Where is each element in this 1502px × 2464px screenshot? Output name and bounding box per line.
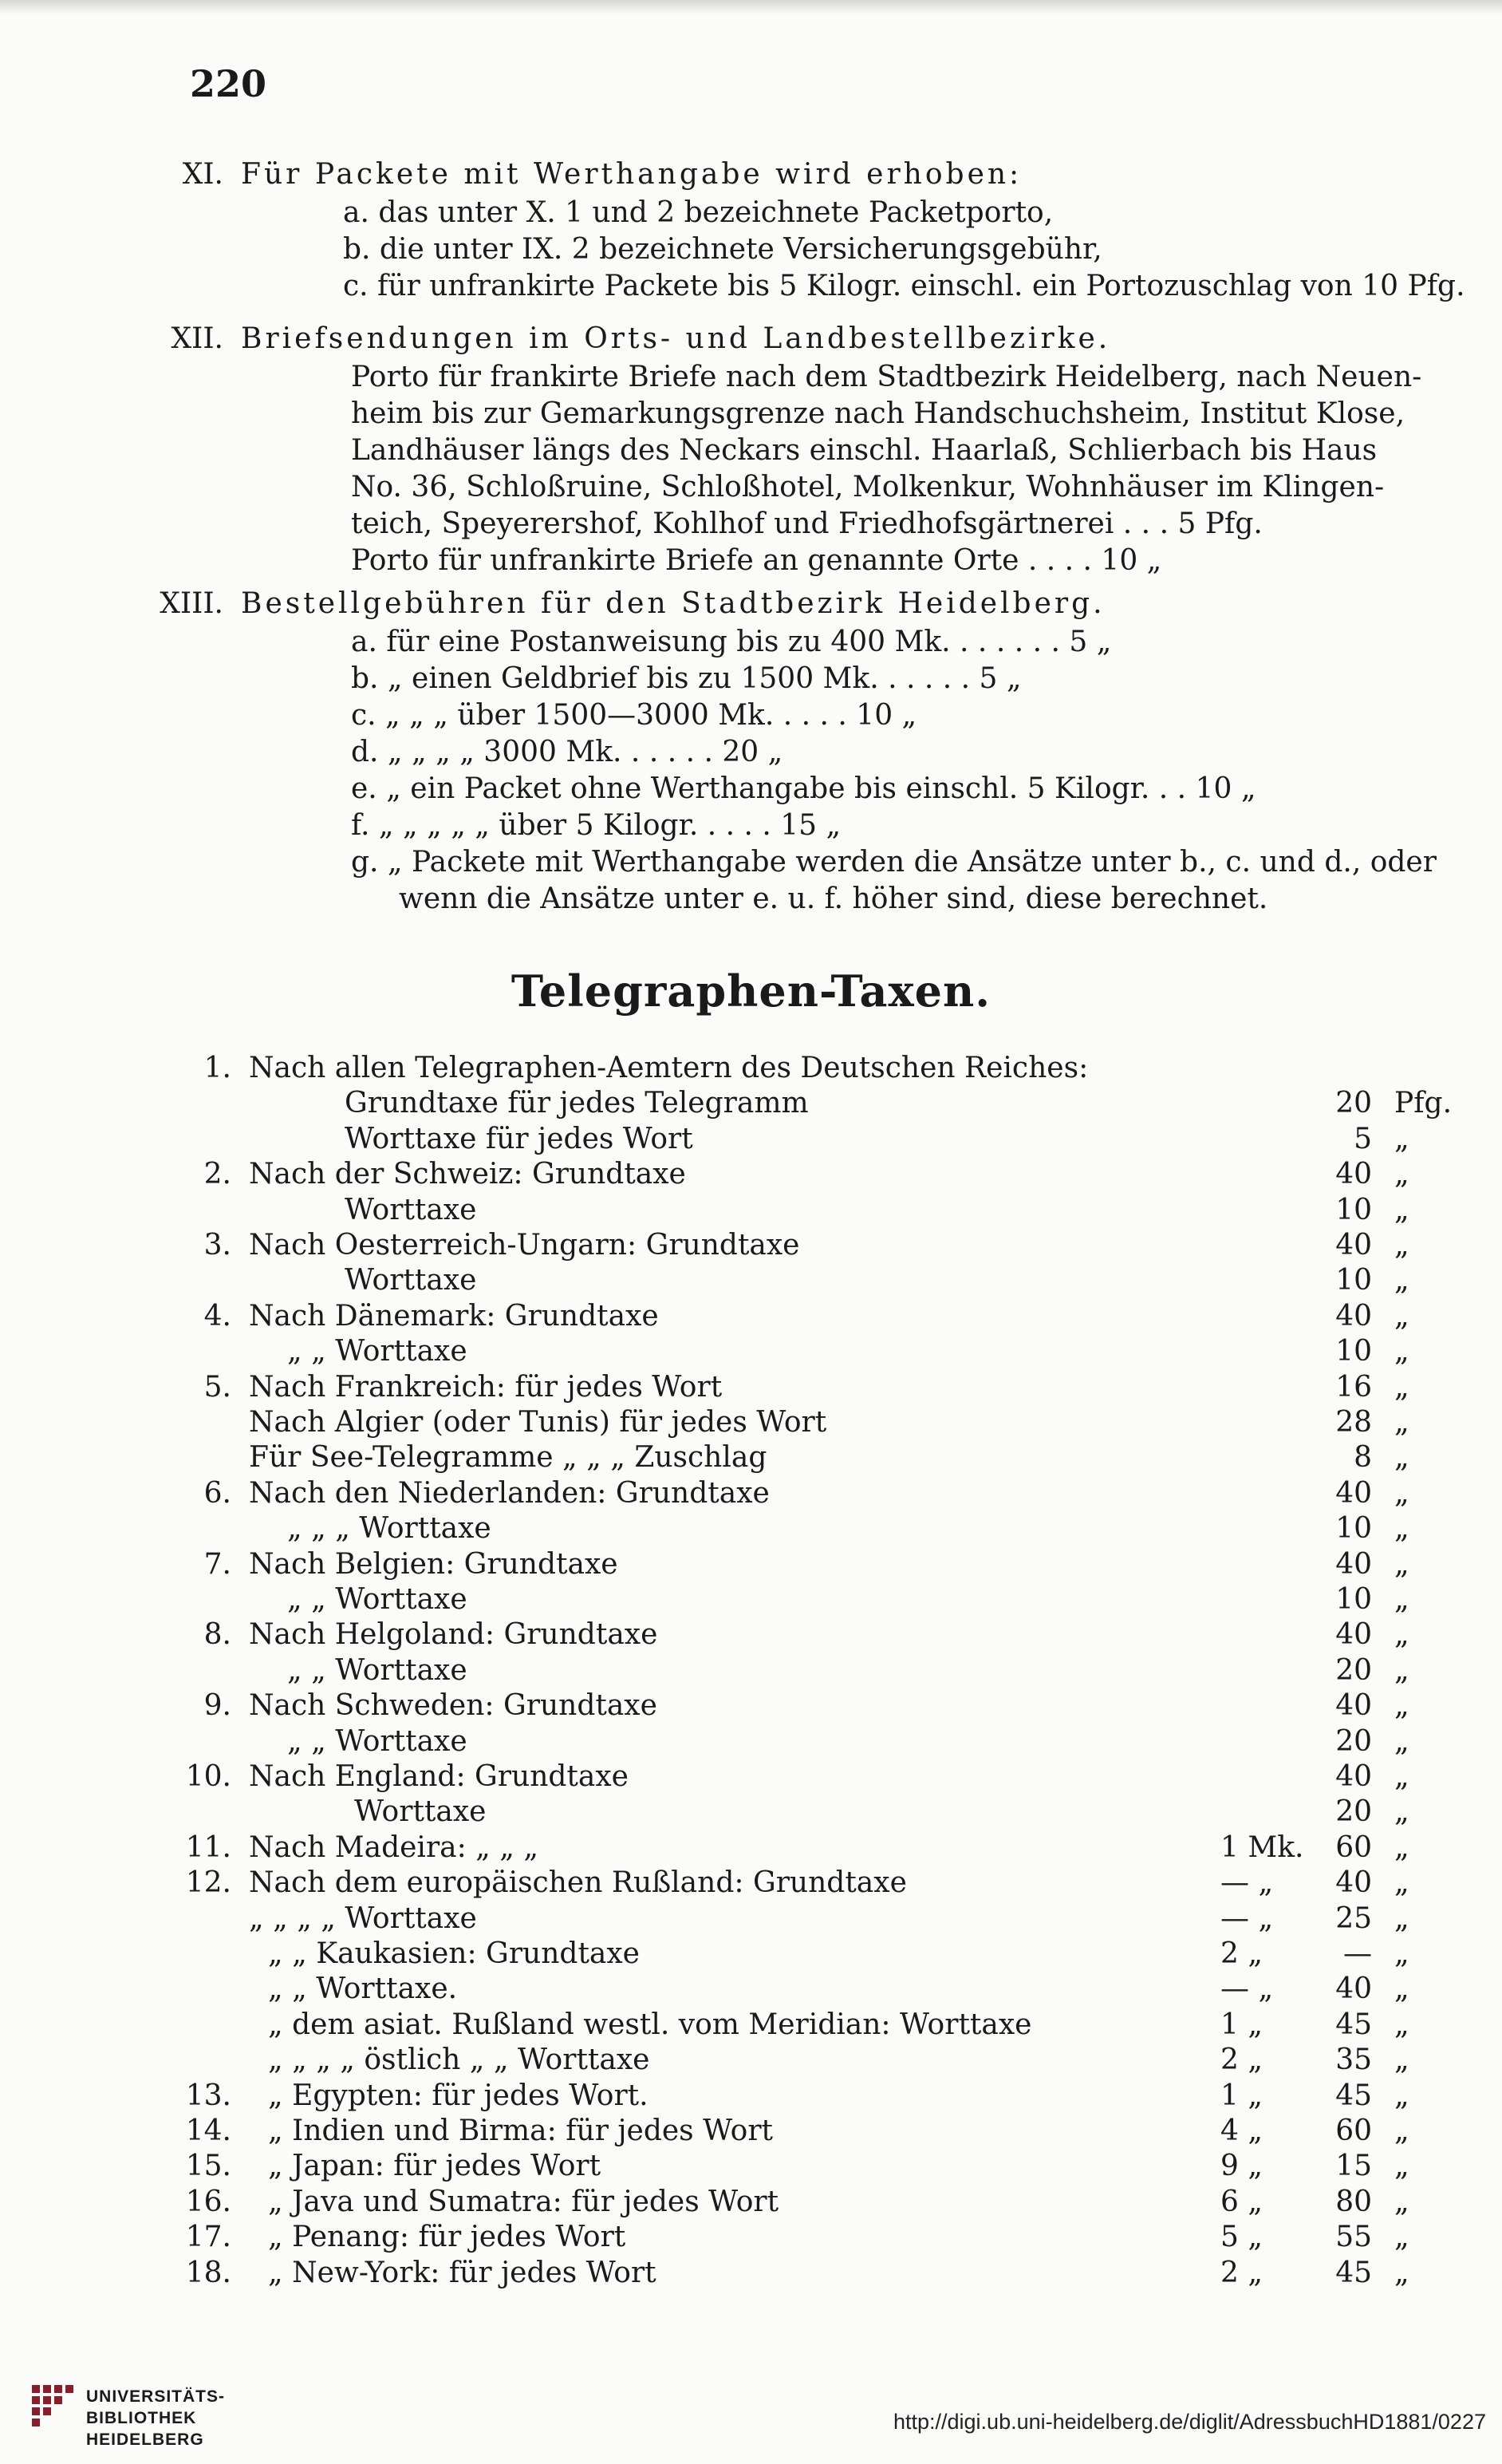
tax-row-amount: 16: [1335, 1371, 1372, 1404]
tax-row-label: „ „ Kaukasien: Grundtaxe: [268, 1937, 640, 1970]
tax-row-marks: 9 „: [1220, 2150, 1263, 2182]
tax-row-amount: 45: [1335, 2008, 1372, 2041]
page-number: 220: [190, 62, 267, 105]
tax-row-number: 12.: [185, 1866, 231, 1899]
section-line: d. „ „ „ „ 3000 Mk. . . . . . 20 „: [351, 736, 783, 768]
tax-row-label: „ „ „ „ Worttaxe: [249, 1902, 477, 1935]
tax-row-unit: „: [1394, 1795, 1409, 1828]
tax-row-label: „ Penang: für jedes Wort: [268, 2221, 626, 2253]
tax-row-unit: „: [1394, 1264, 1409, 1297]
section-line: heim bis zur Gemarkungsgrenze nach Handschuchsheim, Institut Klose,: [351, 397, 1405, 430]
tax-row-amount: 40: [1335, 1972, 1372, 2005]
tax-row-unit: „: [1394, 1937, 1409, 1970]
tax-row-number: 14.: [185, 2115, 231, 2147]
tax-row-number: 9.: [203, 1689, 231, 1722]
section-title: Briefsendungen im Orts- und Landbestellbezirke.: [241, 322, 1111, 355]
tax-row-amount: 40: [1335, 1158, 1372, 1191]
section-line: a. für eine Postanweisung bis zu 400 Mk. . . . . . . 5 „: [351, 626, 1112, 658]
tax-row-label: Nach Oesterreich-Ungarn: Grundtaxe: [249, 1229, 800, 1262]
tax-row-marks: 4 „: [1220, 2115, 1263, 2147]
tax-row-number: 13.: [185, 2079, 231, 2112]
section-line: b. die unter IX. 2 bezeichnete Versicherungsgebühr,: [343, 233, 1102, 266]
tax-row-marks: 6 „: [1220, 2186, 1263, 2218]
tax-row-marks: 2 „: [1220, 2043, 1263, 2076]
section-line: a. das unter X. 1 und 2 bezeichnete Packetporto,: [343, 196, 1054, 229]
tax-row-amount: 40: [1335, 1760, 1372, 1793]
tax-row-unit: Pfg.: [1394, 1087, 1453, 1119]
tax-row-amount: 40: [1335, 1229, 1372, 1262]
section-line: g. „ Packete mit Werthangabe werden die Ansätze unter b., c. und d., oder: [351, 846, 1437, 879]
tax-row-unit: „: [1394, 1902, 1409, 1935]
tax-row-amount: 40: [1335, 1618, 1372, 1651]
tax-row-amount: 60: [1335, 1831, 1372, 1864]
tax-row-label: „ „ „ Worttaxe: [287, 1512, 491, 1545]
tax-row-amount: 55: [1335, 2221, 1372, 2253]
tax-row-unit: „: [1394, 2079, 1409, 2112]
tax-row-unit: „: [1394, 2150, 1409, 2182]
tax-row-amount: 45: [1335, 2257, 1372, 2289]
tax-row-number: 16.: [185, 2186, 231, 2218]
section-title: Für Packete mit Werthangabe wird erhoben:: [241, 158, 1023, 191]
library-logo-icon: [29, 2382, 78, 2431]
tax-row-unit: „: [1394, 1654, 1409, 1687]
section-line: Landhäuser längs des Neckars einschl. Haarlaß, Schlierbach bis Haus: [351, 434, 1378, 467]
section-line: c. für unfrankirte Packete bis 5 Kilogr. einschl. ein Portozuschlag von 10 Pfg.: [343, 270, 1465, 302]
tax-row-amount: 28: [1335, 1406, 1372, 1439]
section-number: XIII.: [160, 587, 223, 620]
tax-row-amount: 80: [1335, 2186, 1372, 2218]
tax-row-unit: „: [1394, 2043, 1409, 2076]
tax-row-unit: „: [1394, 2008, 1409, 2041]
tax-row-unit: „: [1394, 2221, 1409, 2253]
tax-row-label: Nach England: Grundtaxe: [249, 1760, 629, 1793]
tax-row-label: Worttaxe: [345, 1194, 477, 1226]
tax-row-label: „ Japan: für jedes Wort: [268, 2150, 601, 2182]
tax-row-amount: 5: [1354, 1123, 1372, 1155]
tax-row-unit: „: [1394, 1406, 1409, 1439]
section-line: teich, Speyerershof, Kohlhof und Friedhofsgärtnerei . . . 5 Pfg.: [351, 507, 1263, 540]
tax-row-amount: —: [1343, 1937, 1372, 1970]
tax-row-label: Nach der Schweiz: Grundtaxe: [249, 1158, 686, 1191]
tax-row-amount: 40: [1335, 1689, 1372, 1722]
tax-row-amount: 20: [1335, 1087, 1372, 1119]
logo-line: UNIVERSITÄTS-: [86, 2387, 226, 2406]
tax-row-amount: 40: [1335, 1866, 1372, 1899]
tax-row-number: 11.: [185, 1831, 231, 1864]
tax-row-label: „ „ Worttaxe: [287, 1725, 467, 1758]
tax-row-number: 4.: [203, 1300, 231, 1333]
tax-row-number: 15.: [185, 2150, 231, 2182]
tax-row-amount: 40: [1335, 1300, 1372, 1333]
tax-row-label: „ „ „ „ östlich „ „ Worttaxe: [268, 2043, 650, 2076]
tax-row-amount: 45: [1335, 2079, 1372, 2112]
tax-row-label: „ „ Worttaxe: [287, 1583, 467, 1616]
tax-row-amount: 20: [1335, 1725, 1372, 1758]
tax-row-unit: „: [1394, 1548, 1409, 1581]
tax-row-label: Nach Schweden: Grundtaxe: [249, 1689, 657, 1722]
tax-row-marks: 2 „: [1220, 1937, 1263, 1970]
tax-row-label: „ Java und Sumatra: für jedes Wort: [268, 2186, 779, 2218]
tax-row-number: 17.: [185, 2221, 231, 2253]
tax-row-label: „ Indien und Birma: für jedes Wort: [268, 2115, 774, 2147]
tax-row-amount: 40: [1335, 1477, 1372, 1510]
tax-row-marks: 1 „: [1220, 2008, 1263, 2041]
section-line: Porto für unfrankirte Briefe an genannte Orte . . . . 10 „: [351, 544, 1162, 577]
tax-row-marks: — „: [1220, 1866, 1274, 1899]
tax-row-unit: „: [1394, 1583, 1409, 1616]
tax-row-label: Nach Dänemark: Grundtaxe: [249, 1300, 659, 1333]
section-line: b. „ einen Geldbrief bis zu 1500 Mk. . . . . . 5 „: [351, 662, 1022, 695]
tax-row-label: Nach dem europäischen Rußland: Grundtaxe: [249, 1866, 907, 1899]
tax-row-number: 6.: [203, 1477, 231, 1510]
tax-row-number: 18.: [185, 2257, 231, 2289]
tax-row-label: „ Egypten: für jedes Wort.: [268, 2079, 649, 2112]
tax-row-unit: „: [1394, 1618, 1409, 1651]
tax-row-amount: 10: [1335, 1194, 1372, 1226]
tax-row-number: 3.: [203, 1229, 231, 1262]
section-line: e. „ ein Packet ohne Werthangabe bis einschl. 5 Kilogr. . . 10 „: [351, 772, 1256, 805]
section-number: XII.: [171, 322, 223, 355]
tax-row-label: Nach Madeira: „ „ „: [249, 1831, 539, 1864]
tax-row-unit: „: [1394, 1194, 1409, 1226]
tax-row-unit: „: [1394, 1371, 1409, 1404]
tax-row-label: Nach allen Telegraphen-Aemtern des Deutschen Reiches:: [249, 1052, 1089, 1084]
tax-row-label: „ „ Worttaxe: [287, 1654, 467, 1687]
tax-row-marks: — „: [1220, 1972, 1274, 2005]
tax-row-number: 8.: [203, 1618, 231, 1651]
tax-row-unit: „: [1394, 1760, 1409, 1793]
section-heading: [136, 586, 1106, 622]
tax-row-label: Nach Belgien: Grundtaxe: [249, 1548, 618, 1581]
tax-row-unit: „: [1394, 1300, 1409, 1333]
tax-row-label: Worttaxe für jedes Wort: [345, 1123, 693, 1155]
tax-row-marks: — „: [1220, 1902, 1274, 1935]
tax-row-unit: „: [1394, 1477, 1409, 1510]
tax-row-unit: „: [1394, 2257, 1409, 2289]
tax-row-label: Worttaxe: [354, 1795, 487, 1828]
tax-row-amount: 35: [1335, 2043, 1372, 2076]
tax-row-unit: „: [1394, 2186, 1409, 2218]
section-title: Bestellgebühren für den Stadtbezirk Heidelberg.: [241, 587, 1106, 620]
section-heading: [136, 156, 1022, 192]
tax-row-number: 2.: [203, 1158, 231, 1191]
section-heading: [136, 321, 1110, 357]
tax-row-label: Für See-Telegramme „ „ „ Zuschlag: [249, 1441, 767, 1474]
tax-row-unit: „: [1394, 2115, 1409, 2147]
tax-row-label: „ „ Worttaxe.: [268, 1972, 458, 2005]
tax-row-unit: „: [1394, 1335, 1409, 1368]
tax-row-number: 5.: [203, 1371, 231, 1404]
section-line: wenn die Ansätze unter e. u. f. höher sind, diese berechnet.: [399, 883, 1268, 915]
tax-row-marks: 1 Mk.: [1220, 1831, 1304, 1864]
tax-row-label: Grundtaxe für jedes Telegramm: [345, 1087, 809, 1119]
tax-row-amount: 10: [1335, 1583, 1372, 1616]
section-line: No. 36, Schloßruine, Schloßhotel, Molkenkur, Wohnhäuser im Klingen-: [351, 471, 1385, 503]
tax-row-label: Worttaxe: [345, 1264, 477, 1297]
tax-row-unit: „: [1394, 1123, 1409, 1155]
tax-row-amount: 20: [1335, 1795, 1372, 1828]
logo-line: HEIDELBERG: [86, 2430, 204, 2449]
tax-row-marks: 5 „: [1220, 2221, 1263, 2253]
tax-row-label: Nach Algier (oder Tunis) für jedes Wort: [249, 1406, 827, 1439]
logo-line: BIBLIOTHEK: [86, 2409, 197, 2427]
tax-row-amount: 8: [1354, 1441, 1372, 1474]
tax-row-marks: 1 „: [1220, 2079, 1263, 2112]
tax-row-unit: „: [1394, 1512, 1409, 1545]
tax-row-marks: 2 „: [1220, 2257, 1263, 2289]
tax-row-label: Nach Helgoland: Grundtaxe: [249, 1618, 658, 1651]
tax-row-unit: „: [1394, 1831, 1409, 1864]
tax-row-unit: „: [1394, 1441, 1409, 1474]
tax-row-amount: 15: [1335, 2150, 1372, 2182]
tax-row-amount: 40: [1335, 1548, 1372, 1581]
scan-edge: [0, 0, 1502, 14]
tax-row-label: „ „ Worttaxe: [287, 1335, 467, 1368]
tax-row-amount: 25: [1335, 1902, 1372, 1935]
tax-row-label: Nach Frankreich: für jedes Wort: [249, 1371, 723, 1404]
tax-row-unit: „: [1394, 1689, 1409, 1722]
tax-row-unit: „: [1394, 1972, 1409, 2005]
tax-row-number: 10.: [185, 1760, 231, 1793]
source-url-link[interactable]: http://digi.ub.uni-heidelberg.de/diglit/AdressbuchHD1881/0227: [893, 2410, 1486, 2434]
section-line: Porto für frankirte Briefe nach dem Stadtbezirk Heidelberg, nach Neuen-: [351, 361, 1422, 393]
section-line: c. „ „ „ über 1500—3000 Mk. . . . . 10 „: [351, 699, 917, 732]
tax-row-label: „ New-York: für jedes Wort: [268, 2257, 656, 2289]
tax-row-number: 7.: [203, 1548, 231, 1581]
tax-row-amount: 20: [1335, 1654, 1372, 1687]
tax-row-unit: „: [1394, 1229, 1409, 1262]
library-logo-text: [86, 2386, 225, 2450]
tax-row-amount: 10: [1335, 1335, 1372, 1368]
page-title: Telegraphen-Taxen.: [511, 965, 991, 1017]
tax-row-amount: 10: [1335, 1512, 1372, 1545]
tax-row-label: „ dem asiat. Rußland westl. vom Meridian: Worttaxe: [268, 2008, 1032, 2041]
tax-row-unit: „: [1394, 1158, 1409, 1191]
tax-row-number: 1.: [203, 1052, 231, 1084]
section-number: XI.: [182, 158, 223, 191]
tax-row-unit: „: [1394, 1725, 1409, 1758]
section-line: f. „ „ „ „ „ über 5 Kilogr. . . . . 15 „: [351, 809, 842, 842]
tax-row-amount: 60: [1335, 2115, 1372, 2147]
tax-row-unit: „: [1394, 1866, 1409, 1899]
tax-row-amount: 10: [1335, 1264, 1372, 1297]
tax-row-label: Nach den Niederlanden: Grundtaxe: [249, 1477, 770, 1510]
